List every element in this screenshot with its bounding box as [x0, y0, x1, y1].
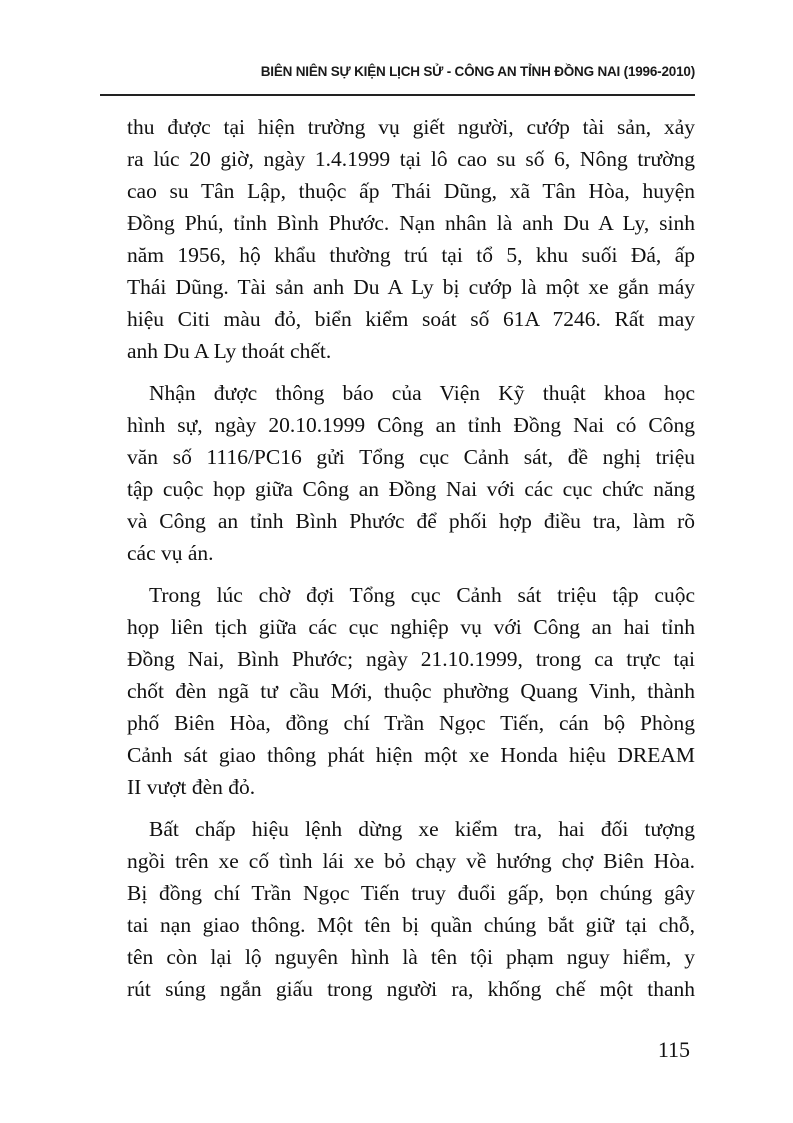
running-header	[100, 62, 695, 96]
text-line: Đồng Phú, tỉnh Bình Phước. Nạn nhân là anh Du A Ly, sinh	[127, 211, 695, 235]
text-line: họp liên tịch giữa các cục nghiệp vụ với Công an hai tỉnh	[127, 615, 695, 639]
text-line: năm 1956, hộ khẩu thường trú tại tổ 5, khu suối Đá, ấp	[127, 243, 695, 267]
paragraph	[127, 579, 695, 803]
paragraph	[127, 813, 695, 1005]
text-line: anh Du A Ly thoát chết.	[127, 339, 332, 363]
text-line: tai nạn giao thông. Một tên bị quần chúng bắt giữ tại chỗ,	[127, 913, 695, 937]
text-line: Bất chấp hiệu lệnh dừng xe kiểm tra, hai đối tượng	[149, 817, 695, 841]
paragraph	[127, 111, 695, 367]
paragraph	[127, 377, 695, 569]
text-line: rút súng ngắn giấu trong người ra, khống chế một thanh	[127, 977, 695, 1001]
text-line: ngồi trên xe cố tình lái xe bỏ chạy về hướng chợ Biên Hòa.	[127, 849, 695, 873]
text-line: và Công an tỉnh Bình Phước để phối hợp điều tra, làm rõ	[127, 509, 695, 533]
text-line: các vụ án.	[127, 541, 214, 565]
text-line: thu được tại hiện trường vụ giết người, cướp tài sản, xảy	[127, 115, 695, 139]
text-line: phố Biên Hòa, đồng chí Trần Ngọc Tiến, cán bộ Phòng	[127, 711, 695, 735]
running-title: BIÊN NIÊN SỰ KIỆN LỊCH SỬ - CÔNG AN TỈNH ĐỒNG NAI (1996-2010)	[260, 64, 695, 79]
text-line: Nhận được thông báo của Viện Kỹ thuật khoa học	[149, 381, 695, 405]
text-line: Bị đồng chí Trần Ngọc Tiến truy đuổi gấp, bọn chúng gây	[127, 881, 695, 905]
page-body	[127, 111, 695, 1015]
text-line: Thái Dũng. Tài sản anh Du A Ly bị cướp là một xe gắn máy	[127, 275, 695, 299]
text-line: hiệu Citi màu đỏ, biển kiểm soát số 61A 7246. Rất may	[127, 307, 695, 331]
text-line: cao su Tân Lập, thuộc ấp Thái Dũng, xã Tân Hòa, huyện	[127, 179, 695, 203]
text-line: Đồng Nai, Bình Phước; ngày 21.10.1999, trong ca trực tại	[127, 647, 695, 671]
text-line: Trong lúc chờ đợi Tổng cục Cảnh sát triệu tập cuộc	[149, 583, 695, 607]
text-line: Cảnh sát giao thông phát hiện một xe Honda hiệu DREAM	[127, 743, 695, 767]
text-line: II vượt đèn đỏ.	[127, 775, 256, 799]
text-line: tập cuộc họp giữa Công an Đồng Nai với các cục chức năng	[127, 477, 695, 501]
text-line: chốt đèn ngã tư cầu Mới, thuộc phường Quang Vinh, thành	[127, 679, 695, 703]
text-line: tên còn lại lộ nguyên hình là tên tội phạm nguy hiểm, y	[127, 945, 695, 969]
text-line: hình sự, ngày 20.10.1999 Công an tỉnh Đồng Nai có Công	[127, 413, 695, 437]
text-line: ra lúc 20 giờ, ngày 1.4.1999 tại lô cao su số 6, Nông trường	[127, 147, 695, 171]
text-line: văn số 1116/PC16 gửi Tổng cục Cảnh sát, đề nghị triệu	[127, 445, 695, 469]
page-number: 115	[657, 1037, 690, 1062]
